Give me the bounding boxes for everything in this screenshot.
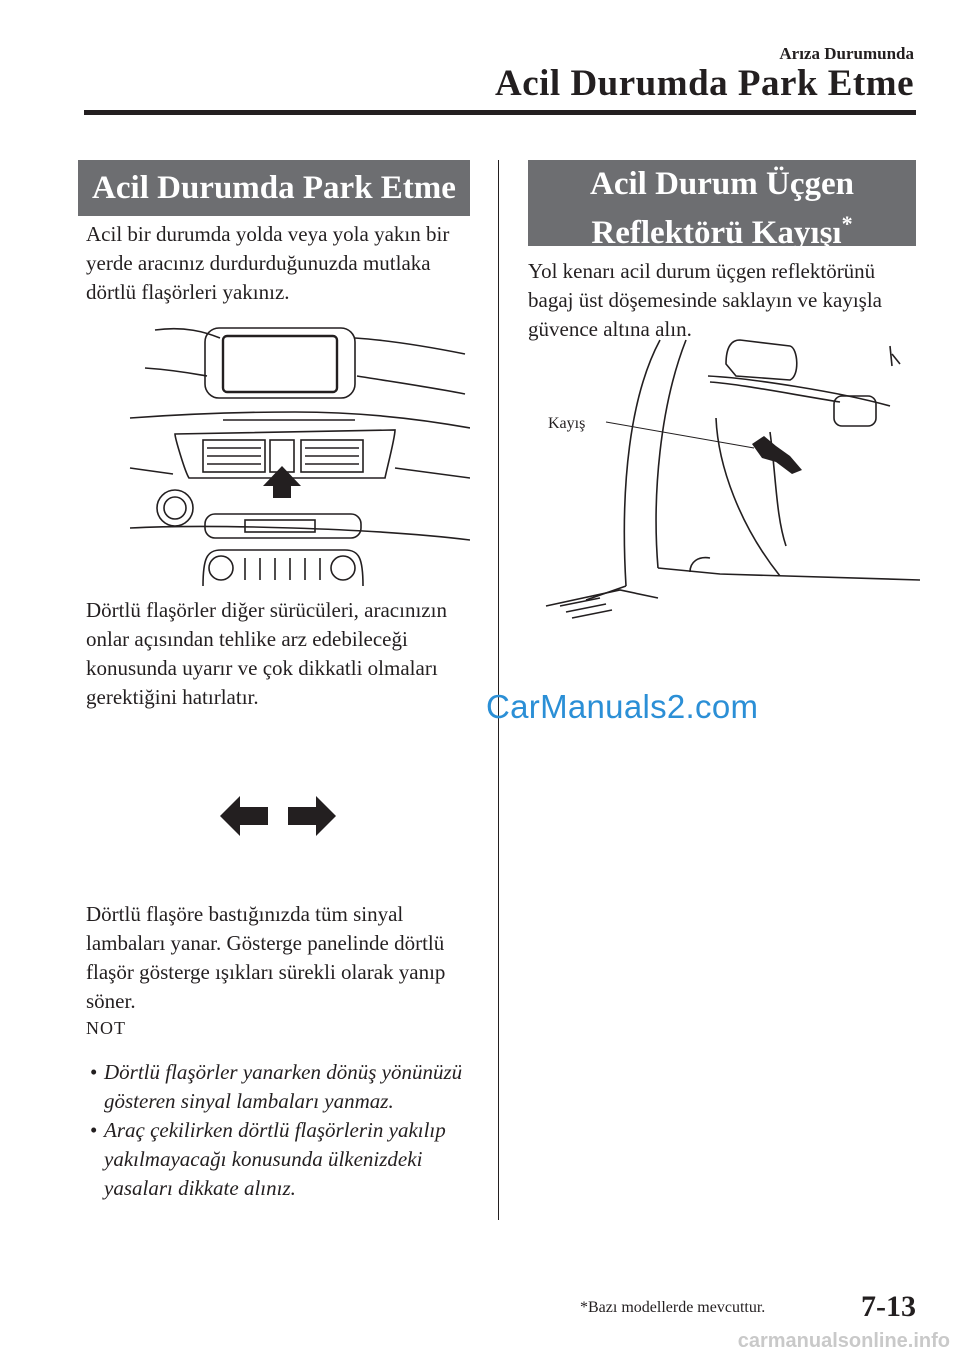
section-heading-triangle-strap	[528, 160, 916, 251]
strap-icon	[752, 436, 802, 474]
note-list	[86, 1058, 486, 1203]
trunk-strap-illustration	[540, 336, 920, 632]
page-title: Acil Durumda Park Etme	[495, 63, 914, 104]
watermark: CarManuals2.com	[486, 688, 759, 725]
heading-line-2: Reflektörü Kayışı*	[591, 211, 853, 251]
note-label: NOT	[86, 1018, 126, 1038]
triangle-strap-paragraph: Yol kenarı acil durum üçgen reflektörünü bagaj üst döşemesinde saklayın ve kayışla güvence altına alın.	[528, 259, 882, 341]
section-heading-parking: Acil Durumda Park Etme	[78, 160, 470, 216]
hazard-switch-illustration	[125, 318, 470, 586]
list-item: • Dörtlü flaşörler yanarken dönüş yönünüzü gösteren sinyal lambaları yanmaz.	[90, 1060, 463, 1113]
list-item: • Araç çekilirken dörtlü flaşörlerin yakılıp yakılmayacağı konusunda ülkenizdeki yasaları dikkate alınız.	[90, 1118, 446, 1200]
left-arrow-icon	[220, 796, 268, 836]
right-arrow-icon	[288, 796, 336, 836]
section-label: Arıza Durumunda	[779, 44, 914, 63]
turn-signal-indicator-icon	[220, 796, 336, 836]
site-watermark: carmanualsonline.info	[737, 1330, 950, 1352]
warning-paragraph: Dörtlü flaşörler diğer sürücüleri, aracınızın onlar açısından tehlike arz edebileceği konusunda uyarır ve çok dikkatli olmaları gerektiğini hatırlatır.	[86, 598, 447, 709]
page-number: 7-13	[861, 1290, 916, 1323]
strap-callout-label: Kayış	[548, 415, 586, 432]
hazard-description-paragraph: Dörtlü flaşöre bastığınızda tüm sinyal lambaları yanar. Gösterge panelinde dörtlü flaşör gösterge ışıkları sürekli olarak yanıp söner.	[86, 902, 446, 1013]
header-rule	[84, 110, 916, 115]
heading-line-1: Acil Durum Üçgen	[590, 166, 854, 202]
footnote: *Bazı modellerde mevcuttur.	[580, 1299, 766, 1316]
intro-paragraph: Acil bir durumda yolda veya yola yakın bir yerde aracınız durdurduğunuzda mutlaka dörtlü flaşörleri yakınız.	[86, 222, 450, 304]
